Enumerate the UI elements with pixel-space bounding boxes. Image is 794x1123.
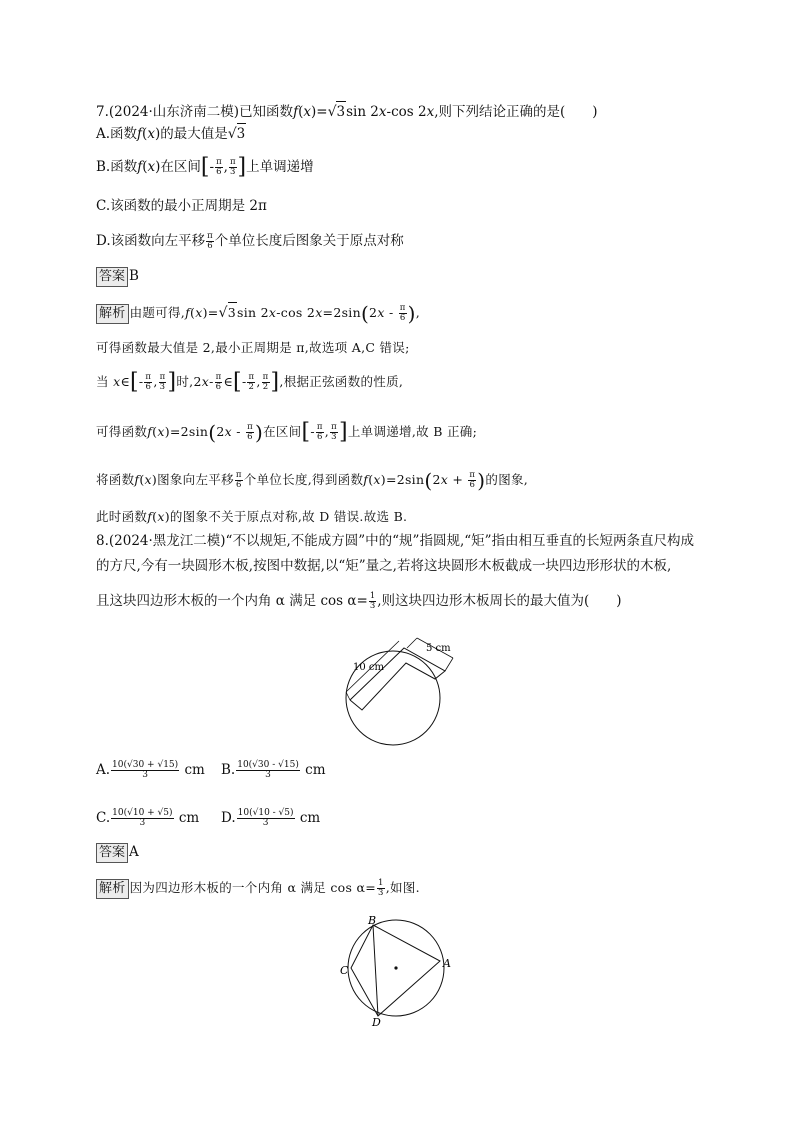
quadrilateral	[351, 925, 440, 1016]
center-dot	[394, 966, 397, 969]
label-5cm: 5 cm	[426, 643, 451, 654]
label-10cm: 10 cm	[353, 662, 384, 673]
q7-analysis-line-1: 解析 由题可得,f(x)=√3sin 2x-cos 2x=2sin(2x - $\frac{\pi}{6}$ ),	[96, 302, 420, 324]
point-c: C	[340, 964, 349, 977]
carpenter-square	[350, 648, 445, 710]
q7-option-d: D.该函数向左平移 $\frac{\pi}{6}$ 个单位长度后图象关于原点对称	[96, 231, 404, 251]
q8-option-d: D. $\frac{10(√10 - √5)}{3}$ cm	[221, 808, 321, 828]
q7-option-c: C.该函数的最小正周期是 2π	[96, 198, 267, 214]
q7-option-b: B.函数f(x)在区间[- $\frac{\pi}{6}$ , $\frac{\pi}{3}$ ]上单调递增	[96, 154, 314, 180]
q8-answer: 答案 A	[96, 842, 139, 863]
diagonal-bd	[373, 925, 378, 1016]
q8-analysis-line-1: 解析 因为四边形木板的一个内角 α 满足 cos α= $\frac{1}{3}$ ,如图.	[96, 878, 420, 899]
q7-stem: 7.(2024·山东济南二模)已知函数f(x)=√3sin 2x-cos 2x,则下列结论正确的是( )	[96, 101, 598, 122]
q7-analysis-line-4: 可得函数f(x)=2sin(2x - $\frac{\pi}{6}$ )在区间[- $\frac{\pi}{6}$ , $\frac{\pi}{3}$ ]上单调递增,故 B 正确;	[96, 419, 478, 445]
q7-analysis-line-2: 可得函数最大值是 2,最小正周期是 π,故选项 A,C 错误;	[96, 340, 410, 355]
inscribed-quadrilateral-figure	[335, 915, 465, 1030]
q8-option-a: A. $\frac{10(√30 + √15)}{3}$ cm	[96, 760, 205, 780]
analysis-tag: 解析	[96, 304, 129, 324]
q8-stem-line-1: 8.(2024·黑龙江二模)“不以规矩,不能成方圆”中的“规”指圆规,“矩”指由相互垂直的长短两条直尺构成	[96, 533, 695, 549]
q8-stem-line-3: 且这块四边形木板的一个内角 α 满足 cos α= $\frac{1}{3}$ ,则这块四边形木板周长的最大值为( )	[96, 591, 622, 611]
q7-option-a: A.函数f(x)的最大值是√3	[96, 123, 246, 144]
q7-answer: 答案 B	[96, 266, 139, 287]
circle-square-figure	[335, 628, 465, 756]
analysis-tag: 解析	[96, 879, 129, 899]
point-b: B	[368, 915, 377, 927]
q7-analysis-line-6: 此时函数f(x)的图象不关于原点对称,故 D 错误.故选 B.	[96, 509, 408, 524]
q7-analysis-line-5: 将函数f(x)图象向左平移 $\frac{\pi}{6}$ 个单位长度,得到函数f(x)=2sin(2x + $\frac{\pi}{6}$ )的图象,	[96, 468, 529, 493]
point-d: D	[372, 1016, 381, 1029]
q7-analysis-line-3: 当 x∈[- $\frac{\pi}{6}$ , $\frac{\pi}{3}$ ]时,2x- $\frac{\pi}{6}$ ∈[- $\frac{\pi}{2}$ , $\frac{\pi}{2}$ ],根据正弦函数的性质,	[96, 369, 404, 395]
q7-source: 7.(2024·山东济南二模)	[96, 104, 240, 120]
q8-option-c: C. $\frac{10(√10 + √5)}{3}$ cm	[96, 808, 200, 828]
answer-tag: 答案	[96, 843, 128, 863]
answer-tag: 答案	[96, 267, 128, 287]
point-a: A	[443, 957, 451, 970]
q8-option-b: B. $\frac{10(√30 - √15)}{3}$ cm	[221, 760, 326, 780]
q8-stem-line-2: 的方尺,今有一块圆形木板,按图中数据,以“矩”量之,若将这块圆形木板截成一块四边形形状的木板,	[96, 558, 672, 574]
